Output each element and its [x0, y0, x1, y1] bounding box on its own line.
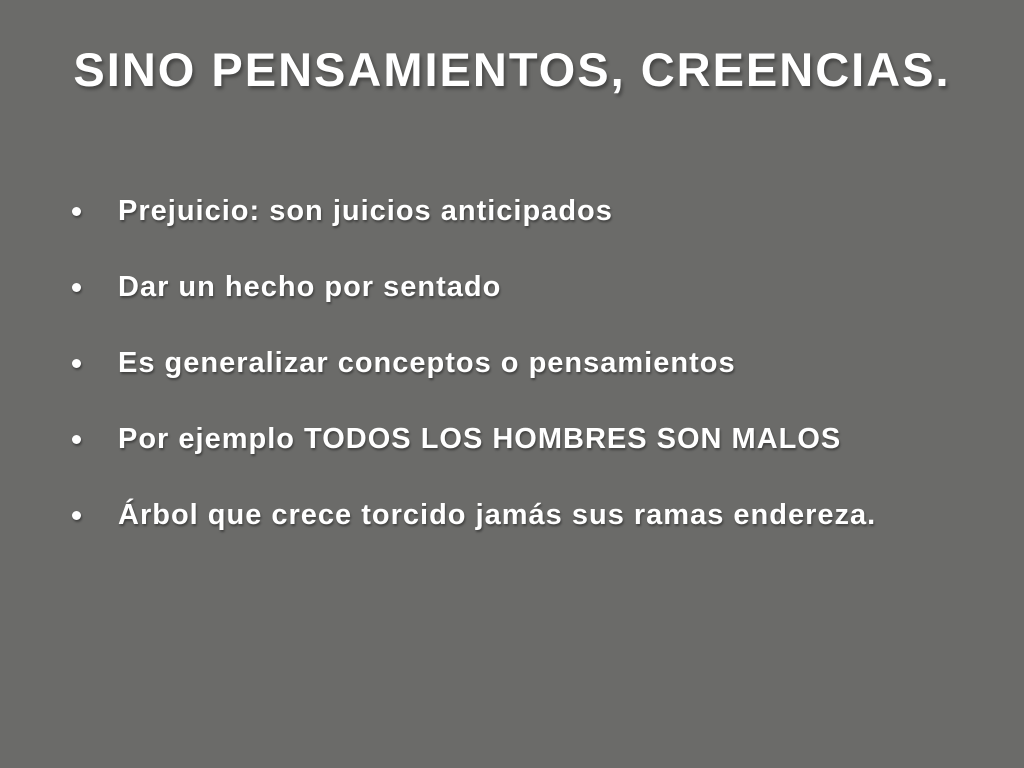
bullet-dot-icon [72, 283, 81, 292]
bullet-dot-icon [72, 435, 81, 444]
bullet-text: Prejuicio: son juicios anticipados [118, 195, 613, 227]
bullet-dot-icon [72, 207, 81, 216]
list-item [70, 348, 994, 379]
list-item [70, 500, 994, 531]
bullet-dot-icon [72, 359, 81, 368]
list-item [70, 196, 994, 227]
bullet-dot-icon [72, 511, 81, 520]
bullet-text: Por ejemplo TODOS LOS HOMBRES SON MALOS [118, 423, 842, 455]
list-item [70, 424, 994, 455]
bullet-text: Es generalizar conceptos o pensamientos [118, 347, 736, 379]
bullet-text: Dar un hecho por sentado [118, 271, 502, 303]
bullet-text: Árbol que crece torcido jamás sus ramas endereza. [118, 499, 877, 531]
slide-title: SINO PENSAMIENTOS, CREENCIAS. [73, 43, 951, 96]
bullet-list [70, 196, 994, 576]
list-item [70, 272, 994, 303]
